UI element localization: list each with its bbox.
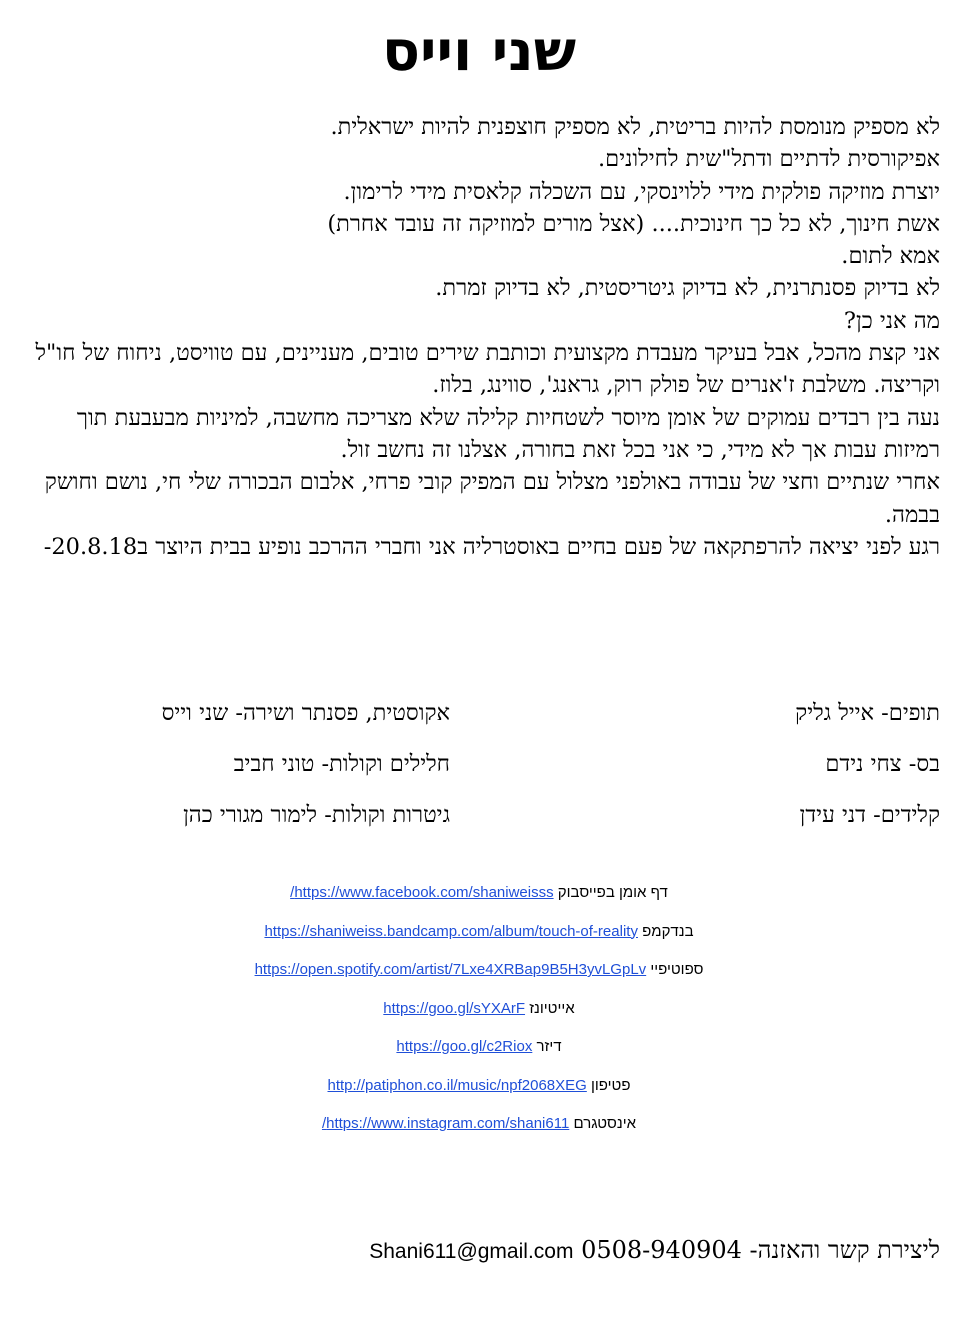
credit-entry: חלילים וקולות- טוני חביב bbox=[233, 751, 450, 777]
link-row-deezer bbox=[0, 1038, 958, 1077]
contact-email[interactable]: Shani611@gmail.com bbox=[369, 1240, 574, 1263]
link-label: ספוטיפיי bbox=[650, 961, 704, 978]
credits-row bbox=[15, 751, 940, 802]
contact-label: ליצירת קשר והאזנה- 0508-940904 bbox=[581, 1236, 940, 1264]
link-label: בנדקמפ bbox=[642, 922, 694, 940]
facebook-link[interactable]: https://www.facebook.com/shaniweisss/ bbox=[290, 884, 554, 901]
link-label: אייטיונז bbox=[529, 999, 575, 1017]
bio-paragraph: אני קצת מהכל, אבל בעיקר מעבדת מקצועית וכותבת שירים טובים, מעניינים, עם טוויסט, ניחוח של חו"ל וקריצה. משלבת ז'אנרים של פולק רוק, גראנג', סווינג, בלוז. bbox=[35, 340, 940, 399]
link-row-instagram bbox=[0, 1115, 958, 1154]
bio-paragraph: לא בדיוק פסנתרנית, לא בדיוק גיטריסטית, לא בדיוק זמרת. bbox=[435, 275, 940, 302]
credit-entry: גיטרות וקולות- לימור מגורי כהן bbox=[183, 802, 450, 828]
credits-row bbox=[15, 802, 940, 853]
deezer-link[interactable]: https://goo.gl/c2Riox bbox=[396, 1038, 533, 1055]
credits-row bbox=[15, 700, 940, 751]
bio-paragraph: אפיקורסית לדתיים ודתל"שית לחילונים. bbox=[598, 146, 940, 173]
bio-text bbox=[15, 111, 940, 563]
credit-entry: תופים- אייל גליק bbox=[795, 700, 940, 726]
bio-paragraph: יוצרת מוזיקה פולקית מידי ללוינסקי, עם השכלה קלאסית מידי לרימון. bbox=[343, 178, 940, 205]
patiphon-link[interactable]: http://patiphon.co.il/music/npf2068XEG bbox=[327, 1076, 587, 1094]
credit-entry: קלידים- דני עידן bbox=[799, 802, 940, 828]
bio-paragraph: אמא לתום. bbox=[841, 243, 940, 270]
bio-paragraph: רגע לפני יציאה להרפתקאה של פעם בחיים באוסטרליה אני וחברי ההרכב נופיע בבית היוצר ב20.8.18- bbox=[43, 533, 940, 560]
link-row-itunes bbox=[0, 1000, 958, 1039]
bio-paragraph: נעה בין רבדים עמוקים של אומן מיוסר לשטחיות קלילה שלא מצריכה מחשבה, למיניות מבעבעת תוך רמיזות עבות אך לא מידי, כי אני בכל זאת בחורה, אצלנו זה נחשב זול. bbox=[76, 404, 940, 463]
bio-paragraph: לא מספיק מנומסת להיות בריטית, לא מספיק חוצפנית להיות ישראלית. bbox=[330, 114, 940, 140]
bio-paragraph: מה אני כן? bbox=[843, 307, 940, 334]
link-label: דף אומן בפייסבוק bbox=[557, 884, 668, 901]
link-label: אינסטגרם bbox=[573, 1115, 637, 1132]
bio-paragraph: אשת חינוך, לא כל כך חינוכית.... (אצל מורים למוזיקה זה עובד אחרת) bbox=[327, 210, 940, 237]
contact-line bbox=[369, 1232, 940, 1270]
links-list bbox=[0, 884, 958, 1154]
link-label: פטיפון bbox=[591, 1076, 631, 1094]
instagram-link[interactable]: https://www.instagram.com/shani611/ bbox=[321, 1115, 570, 1132]
credit-entry: בס- צחי נידם bbox=[825, 751, 940, 777]
bio-paragraph: אחרי שנתיים וחצי של עבודה באולפני מצלול עם המפיק קובי פרחי, אלבום הבכורה שלי חי, נושם וחושק בבמה. bbox=[44, 469, 940, 528]
itunes-link[interactable]: https://goo.gl/sYXArF bbox=[383, 999, 526, 1017]
link-row-spotify bbox=[0, 961, 958, 1000]
link-row-patiphon bbox=[0, 1077, 958, 1116]
bandcamp-link[interactable]: https://shaniweiss.bandcamp.com/album/touch-of-reality bbox=[264, 922, 638, 940]
link-row-facebook bbox=[0, 884, 958, 923]
link-label: דיזר bbox=[536, 1038, 562, 1055]
page-title: שני וייס bbox=[381, 19, 577, 84]
spotify-link[interactable]: https://open.spotify.com/artist/7Lxe4XRBap9B5H3yvLGpLv bbox=[254, 961, 647, 978]
credit-entry: אקוסטית, פסנתר ושירה- שני וייס bbox=[161, 700, 450, 726]
link-row-bandcamp bbox=[0, 923, 958, 962]
band-credits bbox=[15, 700, 940, 853]
